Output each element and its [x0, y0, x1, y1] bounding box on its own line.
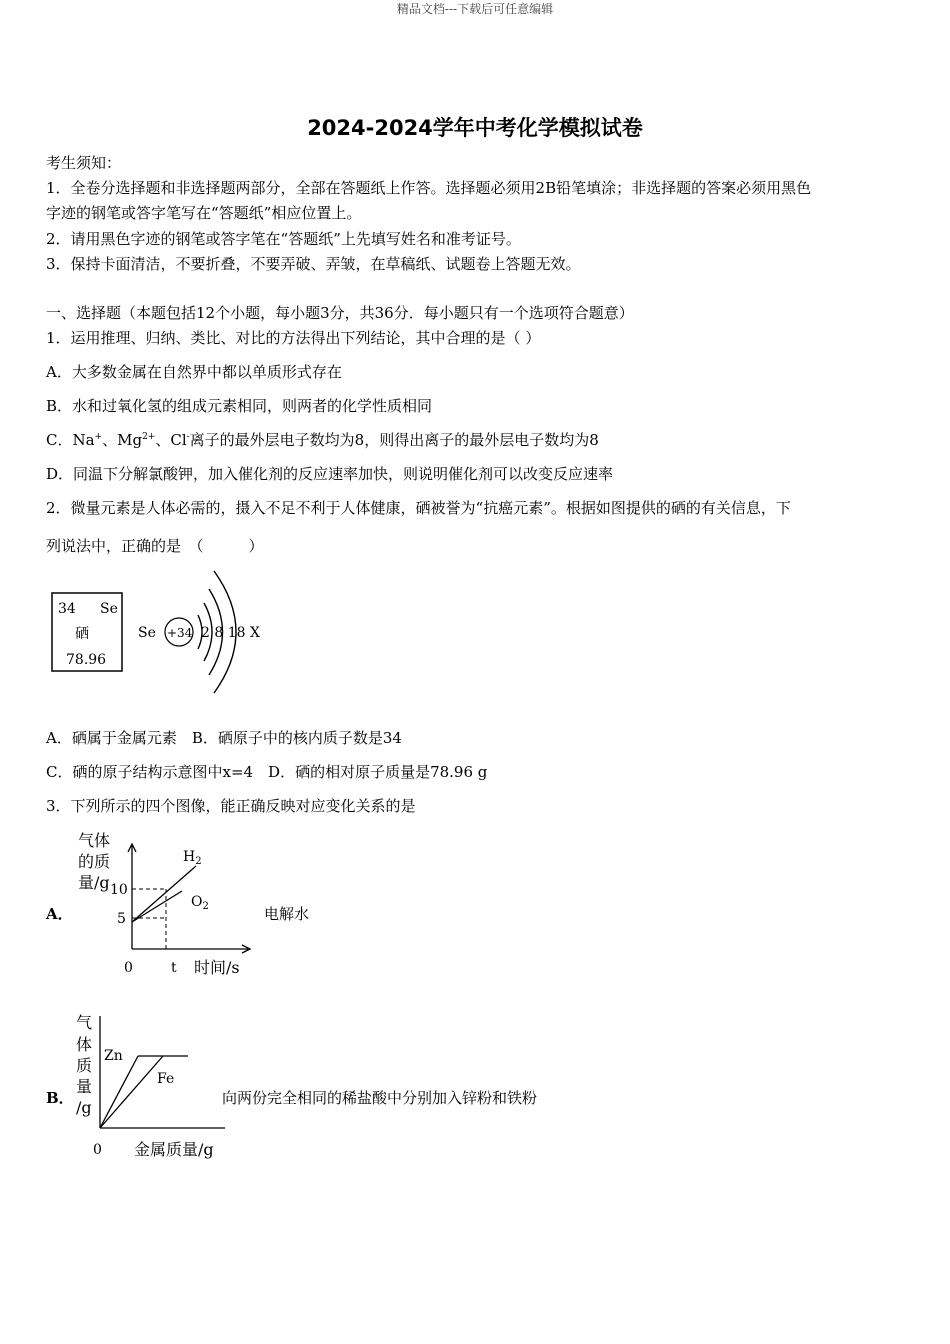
- y-axis-label: 量: [76, 1077, 93, 1096]
- x-axis-label: 时间/s: [194, 958, 240, 977]
- metal-acid-graph: [70, 1010, 230, 1165]
- y-axis-label: 体: [76, 1035, 93, 1054]
- origin-label: 0: [124, 960, 133, 976]
- t-label: t: [171, 960, 177, 976]
- notice-item: 3．保持卡面清洁，不要折叠，不要弄破、弄皱，在草稿纸、试题卷上答题无效。: [46, 255, 581, 273]
- o2-line: [132, 891, 182, 922]
- x-axis-label: 金属质量/g: [134, 1140, 214, 1159]
- q1-c-mid: 、Mg: [102, 431, 143, 449]
- q3-option-a-desc: 电解水: [264, 905, 310, 923]
- atomic-number: 34: [58, 601, 76, 617]
- q3-option-b-label: B．: [46, 1089, 74, 1107]
- q1-c-sup: 2+: [142, 432, 156, 442]
- q1-c-prefix: C．Na: [46, 431, 95, 449]
- q1-c-mid: 、Cl: [155, 431, 187, 449]
- q1-c-sup: +: [94, 432, 103, 442]
- tick-label-5: 5: [117, 911, 126, 927]
- y-axis-label: 气: [76, 1013, 93, 1032]
- q1-option-b: B．水和过氧化氢的组成元素相同，则两者的化学性质相同: [46, 397, 433, 415]
- notice-item: 字迹的钢笔或答字笔写在“答题纸”相应位置上。: [46, 204, 362, 222]
- q1-c-suffix: 离子的最外层电子数均为8，则得出离子的最外层电子数均为8: [189, 431, 599, 449]
- q3-option-a-label: A．: [46, 905, 73, 923]
- element-name: 硒: [75, 626, 89, 642]
- q3-option-b-desc: 向两份完全相同的稀盐酸中分别加入锌粉和铁粉: [222, 1089, 538, 1107]
- q1-c-sup: -: [186, 432, 190, 442]
- y-axis-label: 量/g: [78, 873, 110, 892]
- y-axis-label: /g: [76, 1098, 92, 1117]
- h2-label: $H_2$: [183, 849, 202, 867]
- fe-line: [100, 1056, 163, 1128]
- q1-option-c: [46, 429, 599, 450]
- notice-item: 1．全卷分选择题和非选择题两部分，全部在答题纸上作答。选择题必须用2B铅笔填涂；非选择题的答案必须用黑色: [46, 179, 812, 197]
- zn-label: Zn: [104, 1048, 123, 1064]
- q1-option-d: D．同温下分解氯酸钾，加入催化剂的反应速率加快，则说明催化剂可以改变反应速率: [46, 465, 614, 483]
- page-header: 精品文档---下载后可任意编辑: [396, 2, 554, 16]
- page-title: 2024-2024学年中考化学模拟试卷: [307, 116, 643, 140]
- question-1-stem: 1．运用推理、归纳、类比、对比的方法得出下列结论，其中合理的是（ ）: [46, 329, 541, 347]
- question-2-stem: 2．微量元素是人体必需的，摄入不足不利于人体健康，硒被誉为“抗癌元素”。根据如图提供的硒的有关信息，下: [46, 499, 791, 517]
- selenium-figure: [46, 565, 276, 700]
- h2-line: [132, 866, 196, 922]
- atom-symbol: Se: [138, 625, 156, 641]
- section-heading: 一、选择题（本题包括12个小题，每小题3分，共36分．每小题只有一个选项符合题意）: [46, 304, 634, 322]
- fe-label: Fe: [157, 1071, 175, 1087]
- q2-options-cd: C．硒的原子结构示意图中x=4 D．硒的相对原子质量是78.96 g: [46, 763, 488, 781]
- q1-option-a: A．大多数金属在自然界中都以单质形式存在: [46, 363, 342, 381]
- question-3-stem: 3．下列所示的四个图像，能正确反映对应变化关系的是: [46, 797, 416, 815]
- element-symbol: Se: [100, 601, 118, 617]
- electrolysis-graph: [70, 824, 260, 984]
- y-axis-label: 气体: [78, 831, 111, 850]
- question-2-stem: 列说法中，正确的是 （ ）: [46, 537, 264, 555]
- notice-item: 2．请用黑色字迹的钢笔或答字笔在“答题纸”上先填写姓名和准考证号。: [46, 230, 521, 248]
- notice-heading: 考生须知：: [46, 154, 122, 172]
- tick-label-10: 10: [110, 882, 128, 898]
- y-axis-label: 质: [76, 1056, 93, 1075]
- origin-label: 0: [93, 1142, 102, 1158]
- shell-electrons: 2 8 18 X: [201, 625, 260, 641]
- atomic-mass: 78.96: [66, 652, 107, 668]
- nucleus-charge: +34: [167, 626, 193, 640]
- q2-options-ab: A．硒属于金属元素 B．硒原子中的核内质子数是34: [46, 729, 402, 747]
- o2-label: $O_2$: [191, 894, 209, 912]
- y-axis-label: 的质: [78, 852, 111, 871]
